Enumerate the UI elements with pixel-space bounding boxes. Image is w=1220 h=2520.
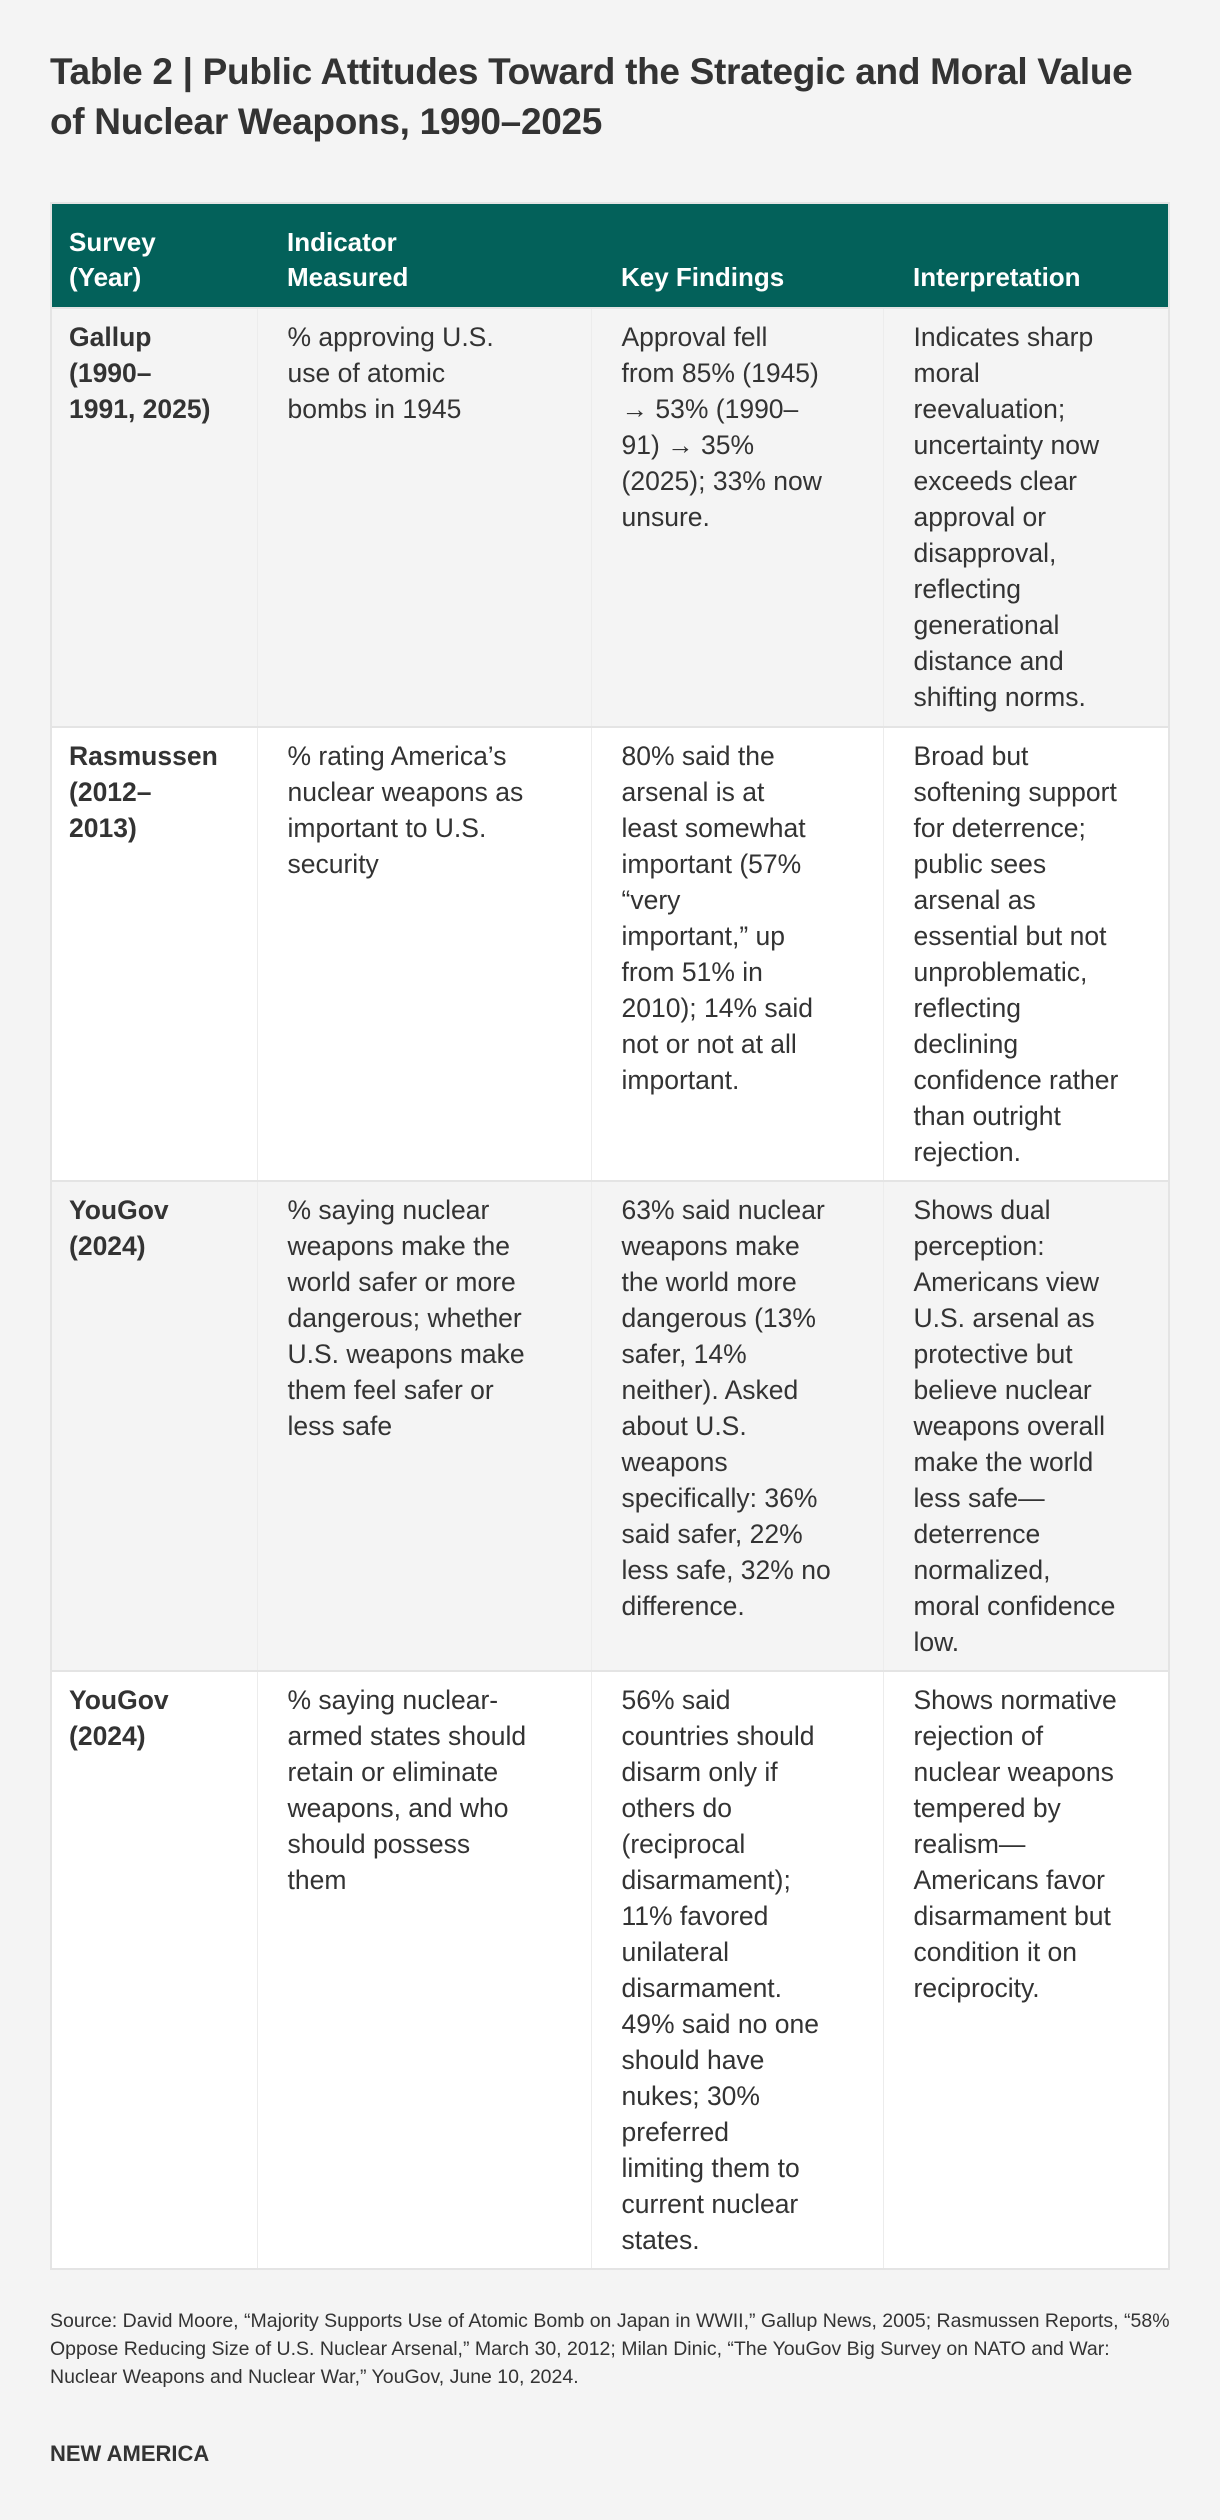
column-header-indicator: Indicator Measured — [257, 204, 591, 308]
cell-indicator: % saying nuclear weapons make the world safer or more dangerous; whether U.S. weapons make them feel safer or less safe — [257, 1181, 591, 1671]
cell-interpretation: Broad but softening support for deterrence; public sees arsenal as essential but not unproblematic, reflecting declining confidence rather than outright rejection. — [883, 727, 1168, 1181]
column-header-survey: Survey (Year) — [52, 204, 257, 308]
cell-indicator: % approving U.S. use of atomic bombs in 1945 — [257, 308, 591, 727]
cell-survey: YouGov (2024) — [52, 1181, 257, 1671]
cell-findings: Approval fell from 85% (1945) → 53% (1990– 91) → 35% (2025); 33% now unsure. — [591, 308, 883, 727]
brand-wordmark: NEW AMERICA — [50, 2441, 210, 2466]
cell-interpretation: Shows dual perception: Americans view U.S. arsenal as protective but believe nuclear weapons overall make the world less safe— deterrence normalized, moral confidence low. — [883, 1181, 1168, 1671]
table-row — [52, 308, 1168, 727]
cell-indicator: % rating America’s nuclear weapons as important to U.S. security — [257, 727, 591, 1181]
source-note: Source: David Moore, “Majority Supports Use of Atomic Bomb on Japan in WWII,” Gallup News, 2005; Rasmussen Reports, “58% Oppose Reducing Size of U.S. Nuclear Arsenal,” March 30, 2012; Milan Dinic, “The YouGov Big Survey on NATO and War: Nuclear Weapons and Nuclear War,” YouGov, June 10, 2024. — [50, 2310, 1170, 2388]
cell-survey: Rasmussen (2012– 2013) — [52, 727, 257, 1181]
cell-indicator: % saying nuclear- armed states should retain or eliminate weapons, and who should possess them — [257, 1671, 591, 2268]
table-header-row — [52, 204, 1168, 308]
page-title: Table 2 | Public Attitudes Toward the Strategic and Moral Value of Nuclear Weapons, 1990–2025 — [50, 51, 1133, 142]
table-row — [52, 1671, 1168, 2268]
cell-findings: 56% said countries should disarm only if others do (reciprocal disarmament); 11% favored unilateral disarmament. 49% said no one should have nukes; 30% preferred limiting them to current nuclear states. — [591, 1671, 883, 2268]
column-header-interpretation: Interpretation — [883, 204, 1168, 308]
attitudes-table — [50, 202, 1170, 2270]
table-row — [52, 1181, 1168, 1671]
table-grid — [52, 204, 1168, 2268]
column-header-findings: Key Findings — [591, 204, 883, 308]
cell-interpretation: Shows normative rejection of nuclear weapons tempered by realism— Americans favor disarmament but condition it on reciprocity. — [883, 1671, 1168, 2268]
cell-findings: 80% said the arsenal is at least somewhat important (57% “very important,” up from 51% in 2010); 14% said not or not at all important. — [591, 727, 883, 1181]
cell-survey: Gallup (1990– 1991, 2025) — [52, 308, 257, 727]
cell-interpretation: Indicates sharp moral reevaluation; uncertainty now exceeds clear approval or disapproval, reflecting generational distance and shifting norms. — [883, 308, 1168, 727]
cell-survey: YouGov (2024) — [52, 1671, 257, 2268]
table-row — [52, 727, 1168, 1181]
cell-findings: 63% said nuclear weapons make the world more dangerous (13% safer, 14% neither). Asked about U.S. weapons specifically: 36% said safer, 22% less safe, 32% no difference. — [591, 1181, 883, 1671]
